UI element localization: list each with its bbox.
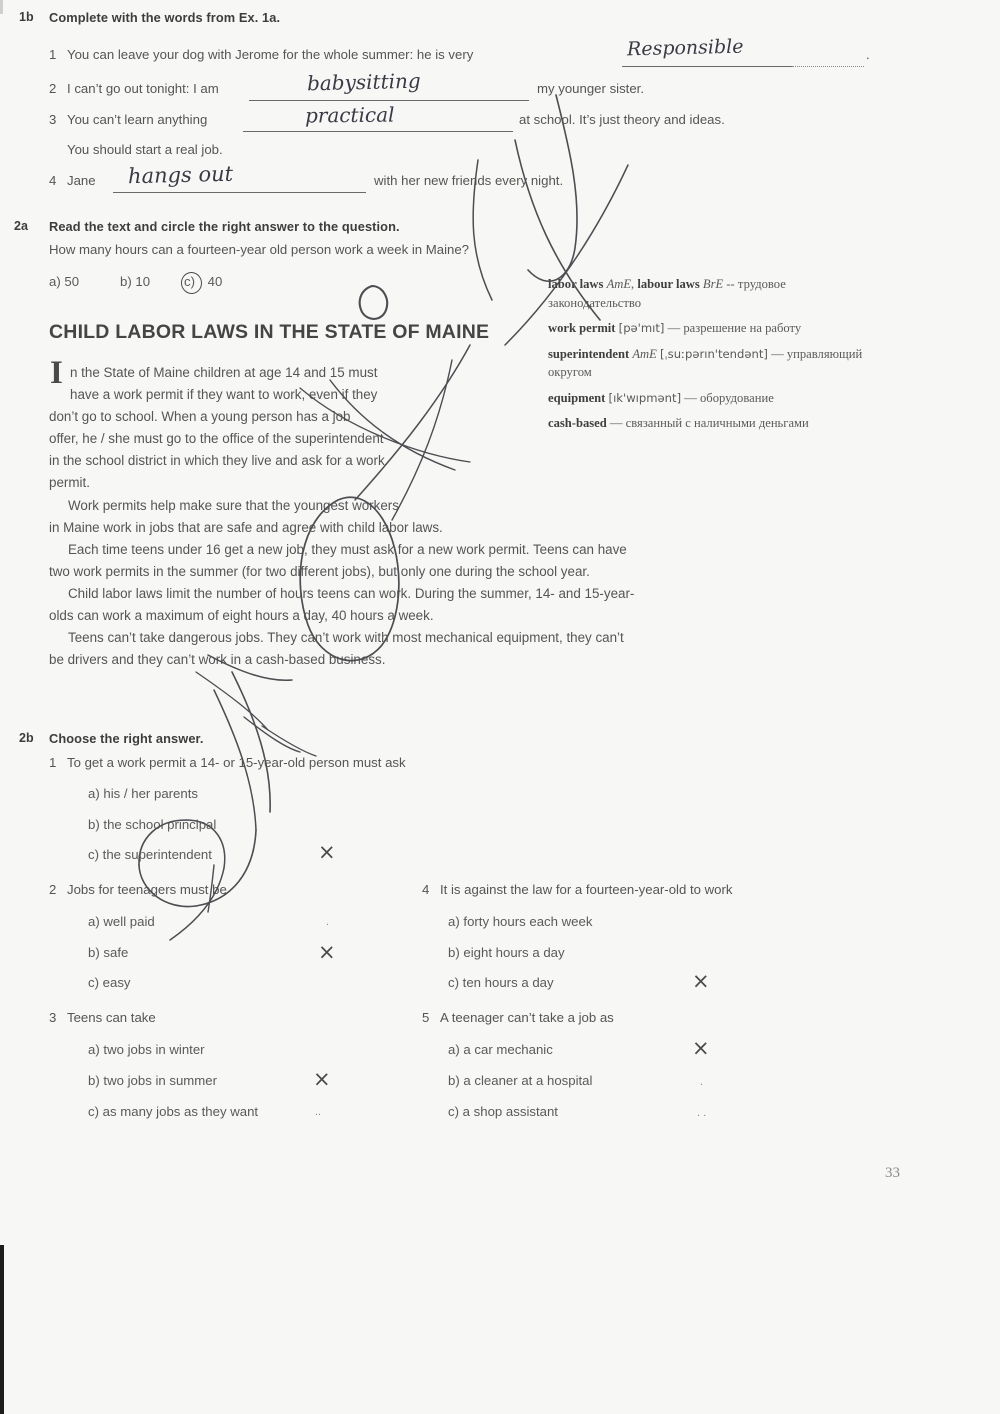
question-number-2: 2	[49, 882, 57, 897]
option-letter: c)	[448, 1104, 459, 1119]
glossary-dash: —	[664, 321, 684, 335]
stray-pen-dot: ..	[315, 1106, 322, 1118]
question-stem-4: It is against the law for a fourteen-year-old to work	[440, 882, 733, 897]
question-stem-2: Jobs for teenagers must be	[67, 882, 227, 897]
pen-x-mark-2b: ×	[318, 940, 336, 964]
option-text: his / her parents	[103, 786, 198, 801]
option-text: well paid	[103, 914, 155, 929]
question-number-5: 5	[422, 1010, 430, 1025]
article-line: in Maine work in jobs that are safe and agree with child labor laws.	[49, 520, 443, 535]
handwritten-answer-3: practical	[304, 102, 395, 128]
option-letter: a)	[88, 914, 100, 929]
glossary-separator: ,	[631, 277, 638, 291]
option-text: 40	[207, 274, 223, 289]
handwritten-answer-2: babysitting	[306, 68, 421, 96]
glossary-ipa: [ˌsuːpərın'tendənt]	[659, 346, 768, 361]
stray-pen-dot: . .	[697, 1107, 707, 1119]
glossary-dash: —	[681, 390, 700, 405]
article-line: don’t go to school. When a young person has a job	[49, 409, 351, 424]
option-text: the superintendent	[102, 847, 212, 862]
option-text: a cleaner at a hospital	[463, 1073, 593, 1088]
article-line: Child labor laws limit the number of hours teens can work. During the summer, 14- and 15-year-	[68, 586, 635, 601]
option-text: forty hours each week	[463, 914, 593, 929]
question-stem-3: Teens can take	[67, 1010, 156, 1025]
glossary-variety-marker: AmE	[606, 277, 632, 291]
option-text: as many jobs as they want	[102, 1104, 259, 1119]
option-letter: b)	[448, 1073, 460, 1088]
answer-blank-2[interactable]	[249, 99, 529, 101]
article-line: Work permits help make sure that the youngest workers	[68, 498, 399, 513]
glossary-ipa: [pə'mıt]	[618, 321, 665, 335]
glossary-entry-labor-laws	[548, 275, 878, 312]
option-text: easy	[102, 975, 131, 990]
article-line: be drivers and they can’t work in a cash-based business.	[49, 652, 386, 667]
pen-x-mark-4c: ×	[692, 969, 710, 993]
question-stem-1: To get a work permit a 14- or 15-year-old person must ask	[67, 755, 406, 770]
pen-x-mark-1c: ×	[318, 840, 336, 864]
item-number: 2	[49, 81, 57, 96]
glossary-term: superintendent	[548, 346, 630, 361]
answer-option-2a[interactable]	[88, 914, 155, 929]
glossary-translation: связанный с наличными деньгами	[625, 416, 809, 430]
option-letter: c)	[448, 975, 459, 990]
question-number-1: 1	[49, 755, 57, 770]
option-letter: a)	[88, 786, 100, 801]
exercise-title-2b: Choose the right answer.	[49, 731, 204, 746]
answer-option-5c[interactable]	[448, 1104, 558, 1119]
option-text: a car mechanic	[463, 1042, 553, 1057]
question-number-4: 4	[422, 882, 430, 897]
item-text-after: my younger sister.	[537, 81, 645, 96]
article-line: olds can work a maximum of eight hours a day, 40 hours a week.	[49, 608, 434, 623]
answer-blank-1[interactable]	[622, 65, 792, 67]
glossary-entry-superintendent	[548, 345, 878, 382]
glossary-entry-cash-based	[548, 414, 878, 433]
exercise-2a-question: How many hours can a fourteen-year old person work a week in Maine?	[49, 242, 470, 257]
option-text: a shop assistant	[462, 1104, 558, 1119]
stray-pen-dot: .	[326, 916, 330, 928]
answer-option-2b[interactable]	[88, 945, 128, 960]
option-text: the school principal	[103, 817, 217, 832]
glossary-term: equipment	[548, 390, 606, 405]
scan-edge-artifact-left	[0, 1245, 4, 1414]
option-letter: b)	[88, 817, 100, 832]
article-dropcap: I	[50, 355, 63, 391]
option-text: 10	[135, 274, 151, 289]
option-letter: a)	[88, 1042, 100, 1057]
item-text-before: You can leave your dog with Jerome for the whole summer: he is very	[67, 47, 474, 62]
exercise-title-1b: Complete with the words from Ex. 1a.	[49, 10, 281, 25]
item-text-continuation: You should start a real job.	[67, 142, 223, 157]
vocabulary-glossary	[548, 275, 878, 440]
option-letter: c)	[88, 847, 99, 862]
glossary-translation: разрешение на работу	[683, 321, 802, 335]
article-line: offer, he / she must go to the office of the superintendent	[49, 431, 384, 446]
glossary-term: work permit	[548, 321, 616, 335]
option-b-2a[interactable]	[120, 274, 150, 289]
glossary-term: cash-based	[548, 416, 607, 430]
option-letter: c)	[88, 1104, 99, 1119]
answer-blank-3[interactable]	[243, 130, 513, 132]
answer-option-5b[interactable]	[448, 1073, 592, 1088]
article-line: n the State of Maine children at age 14 and 15 must	[70, 365, 378, 380]
article-line: two work permits in the summer (for two different jobs), but only one during the school year.	[49, 564, 590, 579]
glossary-ipa: [ık'wıpmənt]	[608, 390, 682, 405]
stray-pen-dot: .	[700, 1076, 704, 1088]
answer-option-3c[interactable]	[88, 1104, 258, 1119]
option-letter: b)	[88, 945, 100, 960]
option-letter: b)	[120, 274, 132, 289]
pen-x-mark-5a: ×	[692, 1036, 710, 1060]
question-number-3: 3	[49, 1010, 57, 1025]
option-text: two jobs in winter	[103, 1042, 205, 1057]
answer-option-2c[interactable]	[88, 975, 131, 990]
answer-option-1a[interactable]	[88, 786, 198, 801]
option-letter: a)	[448, 914, 460, 929]
option-letter: c)	[184, 274, 195, 289]
article-title: CHILD LABOR LAWS IN THE STATE OF MAINE	[49, 321, 490, 343]
option-text: eight hours a day	[463, 945, 565, 960]
answer-blank-1-dotted[interactable]	[792, 65, 864, 67]
glossary-term-alt: labour laws	[637, 277, 700, 291]
option-text: ten hours a day	[462, 975, 554, 990]
glossary-translation: трудовое законодательство	[548, 277, 786, 310]
article-line: permit.	[49, 475, 90, 490]
item-number: 4	[49, 173, 57, 188]
glossary-dash: —	[767, 346, 784, 361]
item-text-before: I can’t go out tonight: I am	[67, 81, 219, 96]
answer-option-3b[interactable]	[88, 1073, 217, 1088]
item-text-before: You can’t learn anything	[67, 112, 208, 127]
exercise-number-2b: 2b	[19, 731, 34, 745]
glossary-entry-work-permit	[548, 319, 878, 338]
option-a-2a[interactable]	[49, 274, 79, 289]
answer-option-5a[interactable]	[448, 1042, 553, 1057]
exercise-number-2a: 2a	[14, 219, 28, 233]
glossary-variety-marker: AmE	[632, 346, 657, 361]
handwritten-answer-4: hangs out	[127, 161, 234, 189]
item-text-after: with her new friends every night.	[374, 173, 564, 188]
option-letter: b)	[448, 945, 460, 960]
item-text-before: Jane	[67, 173, 96, 188]
answer-option-4c[interactable]	[448, 975, 554, 990]
scan-edge-artifact-top	[0, 0, 3, 14]
glossary-dash: —	[606, 416, 626, 430]
option-text: safe	[103, 945, 129, 960]
glossary-translation: управляющий округом	[548, 346, 863, 379]
article-line: Each time teens under 16 get a new job, they must ask for a new work permit. Teens can have	[68, 542, 627, 557]
answer-blank-4[interactable]	[113, 191, 366, 193]
answer-option-1c[interactable]	[88, 847, 212, 862]
answer-option-4a[interactable]	[448, 914, 592, 929]
answer-option-1b[interactable]	[88, 817, 216, 832]
answer-option-4b[interactable]	[448, 945, 565, 960]
article-line: Teens can’t take dangerous jobs. They can’t work with most mechanical equipment, they can’t	[68, 630, 624, 645]
article-line: in the school district in which they live and ask for a work	[49, 453, 385, 468]
item-number: 3	[49, 112, 57, 127]
option-letter: a)	[49, 274, 61, 289]
glossary-entry-equipment	[548, 389, 878, 408]
answer-option-3a[interactable]	[88, 1042, 205, 1057]
glossary-variety-marker-alt: BrE	[702, 277, 724, 291]
handwritten-answer-1: Responsible	[626, 35, 744, 61]
article-line: have a work permit if they want to work, even if they	[70, 387, 378, 402]
option-text: two jobs in summer	[103, 1073, 218, 1088]
item-number: 1	[49, 47, 57, 62]
glossary-dash: --	[723, 277, 735, 291]
glossary-term: labor laws	[548, 277, 604, 291]
glossary-translation: оборудование	[700, 390, 774, 405]
option-letter: c)	[88, 975, 99, 990]
question-stem-5: A teenager can’t take a job as	[440, 1010, 614, 1025]
page-number: 33	[885, 1165, 900, 1181]
option-text: 50	[64, 274, 80, 289]
exercise-number-1b: 1b	[19, 10, 34, 24]
option-letter: b)	[88, 1073, 100, 1088]
pen-x-mark-3b: ×	[313, 1067, 331, 1091]
exercise-title-2a: Read the text and circle the right answer to the question.	[49, 219, 400, 234]
item-text-after: .	[866, 47, 870, 62]
item-text-after: at school. It’s just theory and ideas.	[519, 112, 725, 127]
option-letter: a)	[448, 1042, 460, 1057]
